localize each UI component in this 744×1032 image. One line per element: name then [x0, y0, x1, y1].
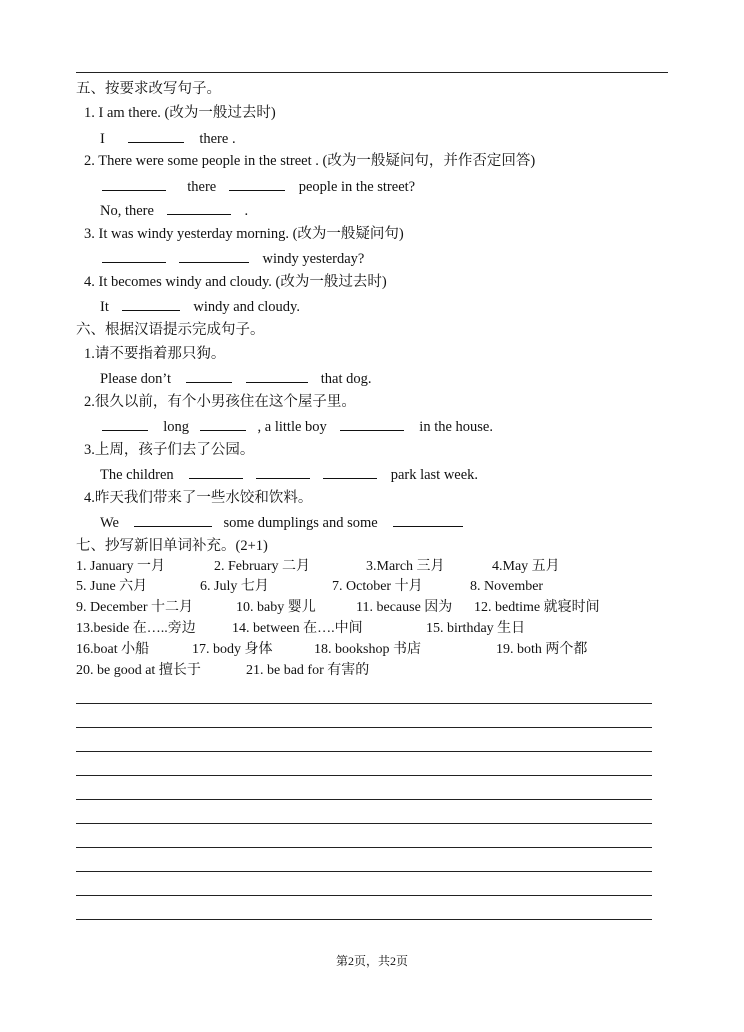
vocab-item: 18. bookshop 书店	[314, 642, 421, 657]
s6-q3-start: The children	[100, 467, 174, 483]
s5-q2-b-start: No, there	[100, 203, 154, 219]
s6-q2-zh: 2.很久以前，有个小男孩住在这个屋子里。	[84, 394, 356, 410]
vocab-item: 12. bedtime 就寝时间	[474, 600, 600, 615]
writing-line[interactable]	[76, 703, 652, 704]
vocab-item: 16.boat 小船	[76, 642, 150, 657]
vocab-item: 4.May 五月	[492, 559, 560, 574]
writing-line[interactable]	[76, 775, 652, 776]
vocab-item: 17. body 身体	[192, 642, 273, 657]
vocab-row-4	[76, 620, 676, 638]
vocab-item: 6. July 七月	[200, 579, 269, 594]
s6-q4-blank-2[interactable]	[393, 513, 463, 527]
writing-line[interactable]	[76, 727, 652, 728]
s5-q4-start: It	[100, 299, 109, 315]
s6-q3-answer-line	[100, 465, 478, 484]
s6-q2-mid2: , a little boy	[257, 419, 327, 435]
writing-line[interactable]	[76, 799, 652, 800]
s6-q3-blank-3[interactable]	[323, 465, 377, 479]
vocab-item: 15. birthday 生日	[426, 621, 526, 636]
s6-q1-blank-2[interactable]	[246, 369, 308, 383]
writing-line[interactable]	[76, 823, 652, 824]
s5-q2-end: people in the street?	[298, 179, 416, 195]
s6-q3-blank-2[interactable]	[256, 465, 310, 479]
vocab-item: 10. baby 婴儿	[236, 600, 316, 615]
s5-q2-blank-2[interactable]	[229, 177, 285, 191]
s6-q2-blank-1[interactable]	[102, 417, 148, 431]
s5-q4-end: windy and cloudy.	[193, 299, 300, 315]
s5-q4-answer-line	[100, 297, 300, 316]
s6-q2-blank-2[interactable]	[200, 417, 246, 431]
vocab-item: 13.beside 在…..旁边	[76, 621, 196, 636]
s5-q1-prompt: 1. I am there. (改为一般过去时)	[84, 105, 276, 121]
s6-q4-start: We	[100, 515, 119, 531]
vocab-item: 1. January 一月	[76, 559, 166, 574]
s6-q2-blank-3[interactable]	[340, 417, 404, 431]
vocab-item: 5. June 六月	[76, 579, 148, 594]
vocab-item: 8. November	[470, 579, 544, 594]
vocab-item: 21. be bad for 有害的	[246, 663, 370, 678]
s5-q4-blank[interactable]	[122, 297, 180, 311]
s5-q3-answer-line	[100, 249, 364, 268]
s6-q4-mid: some dumplings and some	[223, 515, 378, 531]
vocab-row-5	[76, 641, 676, 659]
s6-q1-answer-line	[100, 369, 372, 388]
s6-q1-zh: 1.请不要指着那只狗。	[84, 346, 226, 362]
vocab-item: 14. between 在….中间	[232, 621, 363, 636]
s5-q2-mid: there	[187, 179, 217, 195]
s5-q2-prompt: 2. There were some people in the street . (改为一般疑问句，并作否定回答)	[84, 153, 536, 169]
s5-q1-blank[interactable]	[128, 129, 184, 143]
writing-line[interactable]	[76, 871, 652, 872]
vocab-row-1	[76, 558, 676, 576]
vocab-row-2	[76, 578, 676, 596]
s6-q3-blank-1[interactable]	[189, 465, 243, 479]
s5-q3-blank-1[interactable]	[102, 249, 166, 263]
s5-q2-answer-line	[100, 177, 415, 196]
vocab-item: 11. because 因为	[356, 600, 453, 615]
s6-q1-start: Please don’t	[100, 371, 172, 387]
writing-line[interactable]	[76, 895, 652, 896]
section6-title: 六、根据汉语提示完成句子。	[76, 322, 265, 338]
vocab-row-3	[76, 599, 676, 617]
s6-q2-mid1: long	[163, 419, 190, 435]
vocab-item: 20. be good at 擅长于	[76, 663, 201, 678]
vocab-item: 7. October 十月	[332, 579, 423, 594]
s5-q1-answer-line	[100, 129, 236, 148]
header-rule	[76, 72, 668, 73]
s6-q3-end: park last week.	[390, 467, 479, 483]
s6-q1-blank-1[interactable]	[186, 369, 232, 383]
s6-q4-blank-1[interactable]	[134, 513, 212, 527]
writing-line[interactable]	[76, 919, 652, 920]
s6-q1-end: that dog.	[320, 371, 372, 387]
s5-q2-blank-3[interactable]	[167, 201, 231, 215]
page-number: 第2页，共2页	[335, 954, 408, 968]
writing-line[interactable]	[76, 847, 652, 848]
s5-q3-blank-2[interactable]	[179, 249, 249, 263]
vocab-item: 9. December 十二月	[76, 600, 194, 615]
s6-q4-zh: 4.昨天我们带来了一些水饺和饮料。	[84, 490, 313, 506]
s6-q4-answer-line	[100, 513, 465, 532]
s5-q3-end: windy yesterday?	[262, 251, 365, 267]
s5-q2-blank-1[interactable]	[102, 177, 166, 191]
s6-q2-answer-line	[100, 417, 493, 436]
s6-q3-zh: 3.上周，孩子们去了公园。	[84, 442, 255, 458]
writing-line[interactable]	[76, 751, 652, 752]
s5-q1-end: there .	[199, 131, 236, 147]
vocab-item: 3.March 三月	[366, 559, 445, 574]
s5-q2-b-end: .	[244, 203, 249, 219]
vocab-item: 19. both 两个都	[496, 642, 588, 657]
vocab-item: 2. February 二月	[214, 559, 311, 574]
s5-q2-answer-line-2	[100, 201, 248, 220]
s5-q4-prompt: 4. It becomes windy and cloudy. (改为一般过去时)	[84, 274, 387, 290]
s5-q3-prompt: 3. It was windy yesterday morning. (改为一般疑问句)	[84, 226, 404, 242]
s5-q1-start: I	[100, 131, 105, 147]
s6-q2-end: in the house.	[419, 419, 493, 435]
section5-title: 五、按要求改写句子。	[76, 81, 221, 97]
section7-title: 七、抄写新旧单词补充。(2+1)	[76, 538, 268, 554]
vocab-row-6	[76, 662, 676, 680]
